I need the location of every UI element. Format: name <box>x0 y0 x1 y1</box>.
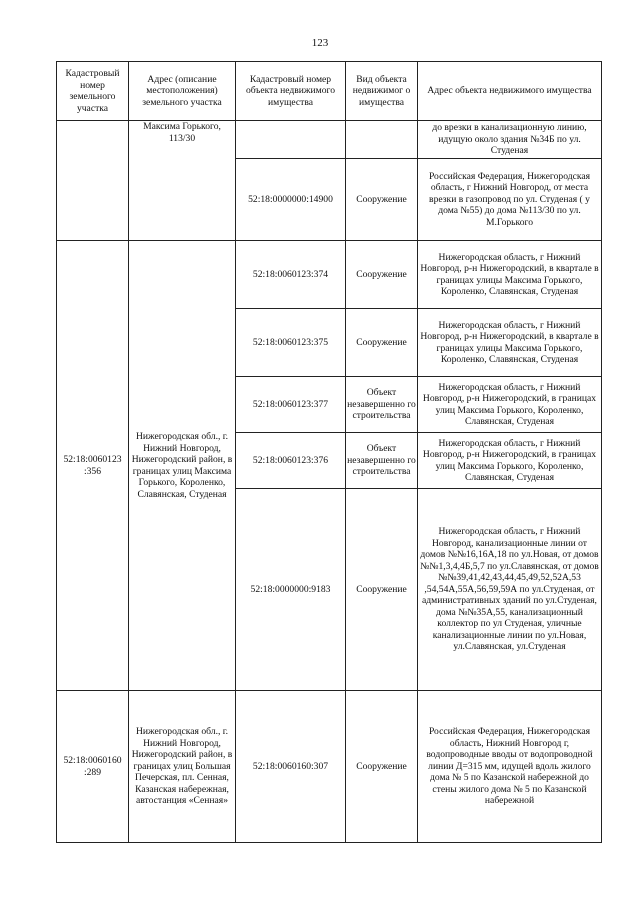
object-type-cell: Объект незавершенно го строительства <box>346 377 418 433</box>
object-address-cell: Нижегородская область, г Нижний Новгород, канализационные линии от домов №№16,16А,18 по ул.Новая, от домов №№1,3,4,4Б,5,7 по ул.Славянская, от домов №№39,41,42,43,44,45,49,52,52А,53 ,54,54А,55А,56,59,59А по ул.Студеная, от административных зданий по ул.Студеная, дома №№35А,55, канализационный коллектор по ул Студеная, уличные канализационные линии по ул.Новая, ул.Славянская, ул.Студеная <box>418 489 602 691</box>
header-object-cadastral: Кадастровый номер объекта недвижимого имущества <box>236 62 346 121</box>
object-type-cell: Сооружение <box>346 691 418 843</box>
object-cadastral-cell: 52:18:0060123:374 <box>236 241 346 309</box>
land-cadastral-cell <box>57 121 129 241</box>
table-row <box>57 121 602 159</box>
land-cadastral-cell: 52:18:0060160 :289 <box>57 691 129 843</box>
page-number: 123 <box>311 37 329 49</box>
object-address-cell: Российская Федерация, Нижегородская область, Нижний Новгород г, водопроводные вводы от водопроводной линии Д=315 мм, идущей вдоль жилого дома № 5 по Казанской набережной до стены жилого дома № 5 по Казанской набережной <box>418 691 602 843</box>
object-address-cell: Нижегородская область, г Нижний Новгород, р-н Нижегородский, в границах улиц Максима Горького, Короленко, Славянская, Студеная <box>418 433 602 489</box>
table-row <box>57 241 602 309</box>
object-address-cell: Нижегородская область, г Нижний Новгород, р-н Нижегородский, в квартале в границах улицы Максима Горького, Короленко, Славянская, Студеная <box>418 309 602 377</box>
object-address-cell: Российская Федерация, Нижегородская область, г Нижний Новгород, от места врезки в газопровод по ул. Студеная ( у дома №55) до дома №113/30 по ул. М.Горького <box>418 159 602 241</box>
object-type-cell: Сооружение <box>346 489 418 691</box>
object-type-cell: Сооружение <box>346 241 418 309</box>
land-address-cell: Нижегородская обл., г. Нижний Новгород, Нижегородский район, в границах улиц Максима Горького, Короленко, Славянская, Студеная <box>129 241 236 691</box>
header-object-type: Вид объекта недвижимог о имущества <box>346 62 418 121</box>
object-cadastral-cell <box>236 121 346 159</box>
object-type-cell: Сооружение <box>346 159 418 241</box>
object-cadastral-cell: 52:18:0060160:307 <box>236 691 346 843</box>
object-cadastral-cell: 52:18:0000000:9183 <box>236 489 346 691</box>
header-row <box>57 62 602 121</box>
table-row <box>57 691 602 843</box>
header-land-address: Адрес (описание местоположения) земельного участка <box>129 62 236 121</box>
land-address-cell: Нижегородская обл., г. Нижний Новгород, Нижегородский район, в границах улиц Большая Печерская, пл. Сенная, Казанская набережная, автостанция «Сенная» <box>129 691 236 843</box>
object-address-cell: Нижегородская область, г Нижний Новгород, р-н Нижегородский, в квартале в границах улицы Максима Горького, Короленко, Славянская, Студеная <box>418 241 602 309</box>
object-cadastral-cell: 52:18:0060123:376 <box>236 433 346 489</box>
land-cadastral-cell: 52:18:0060123 :356 <box>57 241 129 691</box>
object-type-cell <box>346 121 418 159</box>
object-address-cell: до врезки в канализационную линию, идущую около здания №34Б по ул. Студеная <box>418 121 602 159</box>
object-address-cell: Нижегородская область, г Нижний Новгород, р-н Нижегородский, в границах улиц Максима Горького, Короленко, Славянская, Студеная <box>418 377 602 433</box>
object-cadastral-cell: 52:18:0060123:375 <box>236 309 346 377</box>
object-type-cell: Объект незавершенно го строительства <box>346 433 418 489</box>
object-cadastral-cell: 52:18:0060123:377 <box>236 377 346 433</box>
land-address-cell: Максима Горького, 113/30 <box>129 121 236 241</box>
header-land-cadastral: Кадастровый номер земельного участка <box>57 62 129 121</box>
object-cadastral-cell: 52:18:0000000:14900 <box>236 159 346 241</box>
object-type-cell: Сооружение <box>346 309 418 377</box>
header-object-address: Адрес объекта недвижимого имущества <box>418 62 602 121</box>
registry-table <box>56 61 602 843</box>
